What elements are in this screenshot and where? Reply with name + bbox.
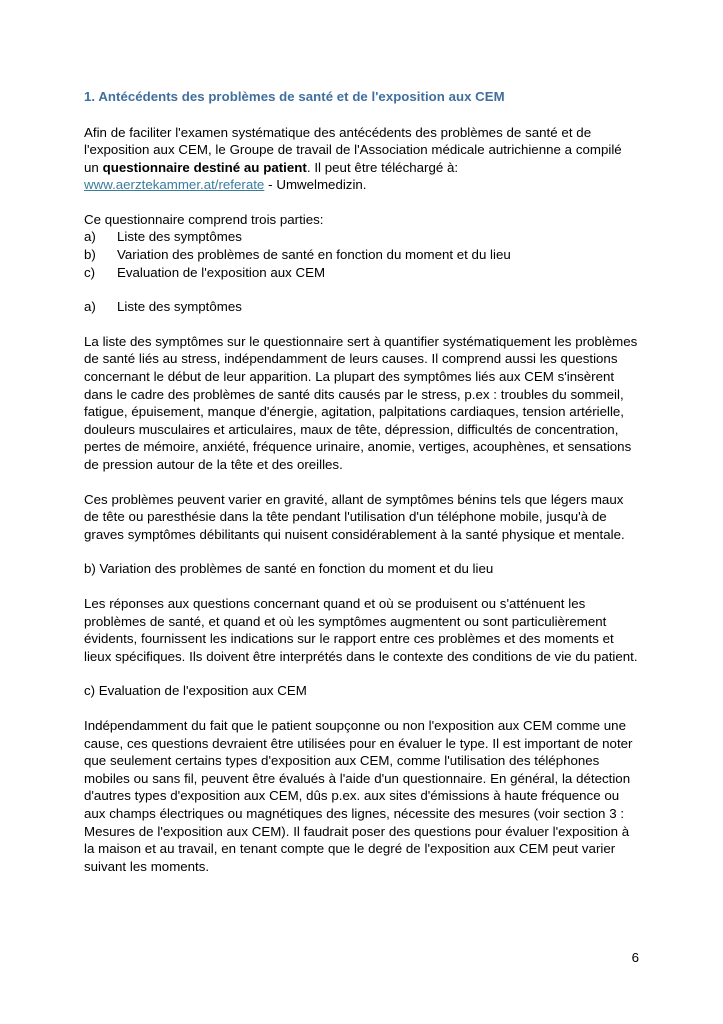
page-title: 1. Antécédents des problèmes de santé et de l'exposition aux CEM	[84, 89, 505, 104]
aerztekammer-link[interactable]: www.aerztekammer.at/referate	[84, 177, 265, 193]
intro-bold-phrase: questionnaire destiné au patient	[102, 159, 307, 175]
intro-paragraph	[84, 124, 640, 194]
section-c-heading: c) Evaluation de l'exposition aux CEM	[84, 683, 307, 699]
list-item	[84, 228, 640, 246]
list-item-label: Variation des problèmes de santé en fonction du moment et du lieu	[117, 247, 511, 263]
list-item	[84, 264, 640, 282]
intro-text-part3: - Umwelmedizin.	[264, 177, 367, 193]
list-item-label: Evaluation de l'exposition aux CEM	[117, 264, 326, 280]
section-b-paragraph-1: Les réponses aux questions concernant quand et où se produisent ou s'atténuent les problèmes de santé, et quand et où les symptômes augmentent ou sont particulièrement évidents, fournissent les indications sur le rapport entre ces problèmes et des moments et lieux spécifiques. Ils doivent être interprétés dans le contexte des conditions de vie du patient.	[84, 595, 638, 664]
document-body	[84, 88, 640, 875]
section-a-heading	[84, 298, 640, 316]
section-c-paragraph-1: Indépendamment du fait que le patient soupçonne ou non l'exposition aux CEM comme une cause, ces questions devraient être utilisées pour en évaluer le type. Il est important de noter que seulement certains types d'exposition aux CEM, comme l'utilisation des téléphones mobiles ou sans fil, peuvent être évalués à l'aide d'un questionnaire. En général, la détection d'autres types d'exposition aux CEM, dûs p.ex. aux sites d'émissions à haute fréquence ou aux champs électriques ou magnétiques des lignes, nécessite des mesures (voir section 3 : Mesures de l'exposition aux CEM). Il faudrait poser des questions pour évaluer l'exposition à la maison et au travail, en tenant compte que le degré de l'exposition aux CEM peut varier suivant les moments.	[84, 717, 633, 874]
intro-text-part2: . Il peut être téléchargé à:	[306, 159, 459, 175]
parts-list	[84, 228, 640, 281]
page-number: 6	[631, 950, 639, 966]
section-a-paragraph-1: La liste des symptômes sur le questionnaire sert à quantifier systématiquement les problèmes de santé liés au stress, indépendamment de leurs causes. Il comprend aussi les questions concernant le début de leur apparition. La plupart des symptômes liés aux CEM s'insèrent dans le cadre des problèmes de santé dits causés par le stress, p.ex : troubles du sommeil, fatigue, épuisement, manque d'énergie, agitation, palpitations cardiaques, tension artérielle, douleurs musculaires et articulaires, maux de tête, dépression, difficultés de concentration, pertes de mémoire, anxiété, fréquence urinaire, anomie, vertiges, acouphènes, et sensations de pression autour de la tête et des oreilles.	[84, 333, 638, 472]
parts-list-intro: Ce questionnaire comprend trois parties:	[84, 211, 324, 227]
section-b-heading: b) Variation des problèmes de santé en fonction du moment et du lieu	[84, 561, 494, 577]
list-item-marker: a)	[84, 229, 96, 245]
list-item-marker: c)	[84, 264, 96, 280]
intro-text-part1: Afin de faciliter l'examen systématique des antécédents des problèmes de santé et de l'exposition aux CEM, le Groupe de travail de l'Association médicale autrichienne a compilé un	[84, 124, 622, 175]
section-a-marker: a)	[84, 299, 96, 315]
section-a-paragraph-2: Ces problèmes peuvent varier en gravité, allant de symptômes bénins tels que légers maux de tête ou paresthésie dans la tête pendant l'utilisation d'un téléphone mobile, jusqu'à de graves symptômes débilitants qui nuisent considérablement à la santé physique et mentale.	[84, 491, 625, 542]
list-item-marker: b)	[84, 247, 96, 263]
list-item-label: Liste des symptômes	[117, 229, 242, 245]
list-item	[84, 246, 640, 264]
section-a-title: Liste des symptômes	[117, 299, 242, 315]
